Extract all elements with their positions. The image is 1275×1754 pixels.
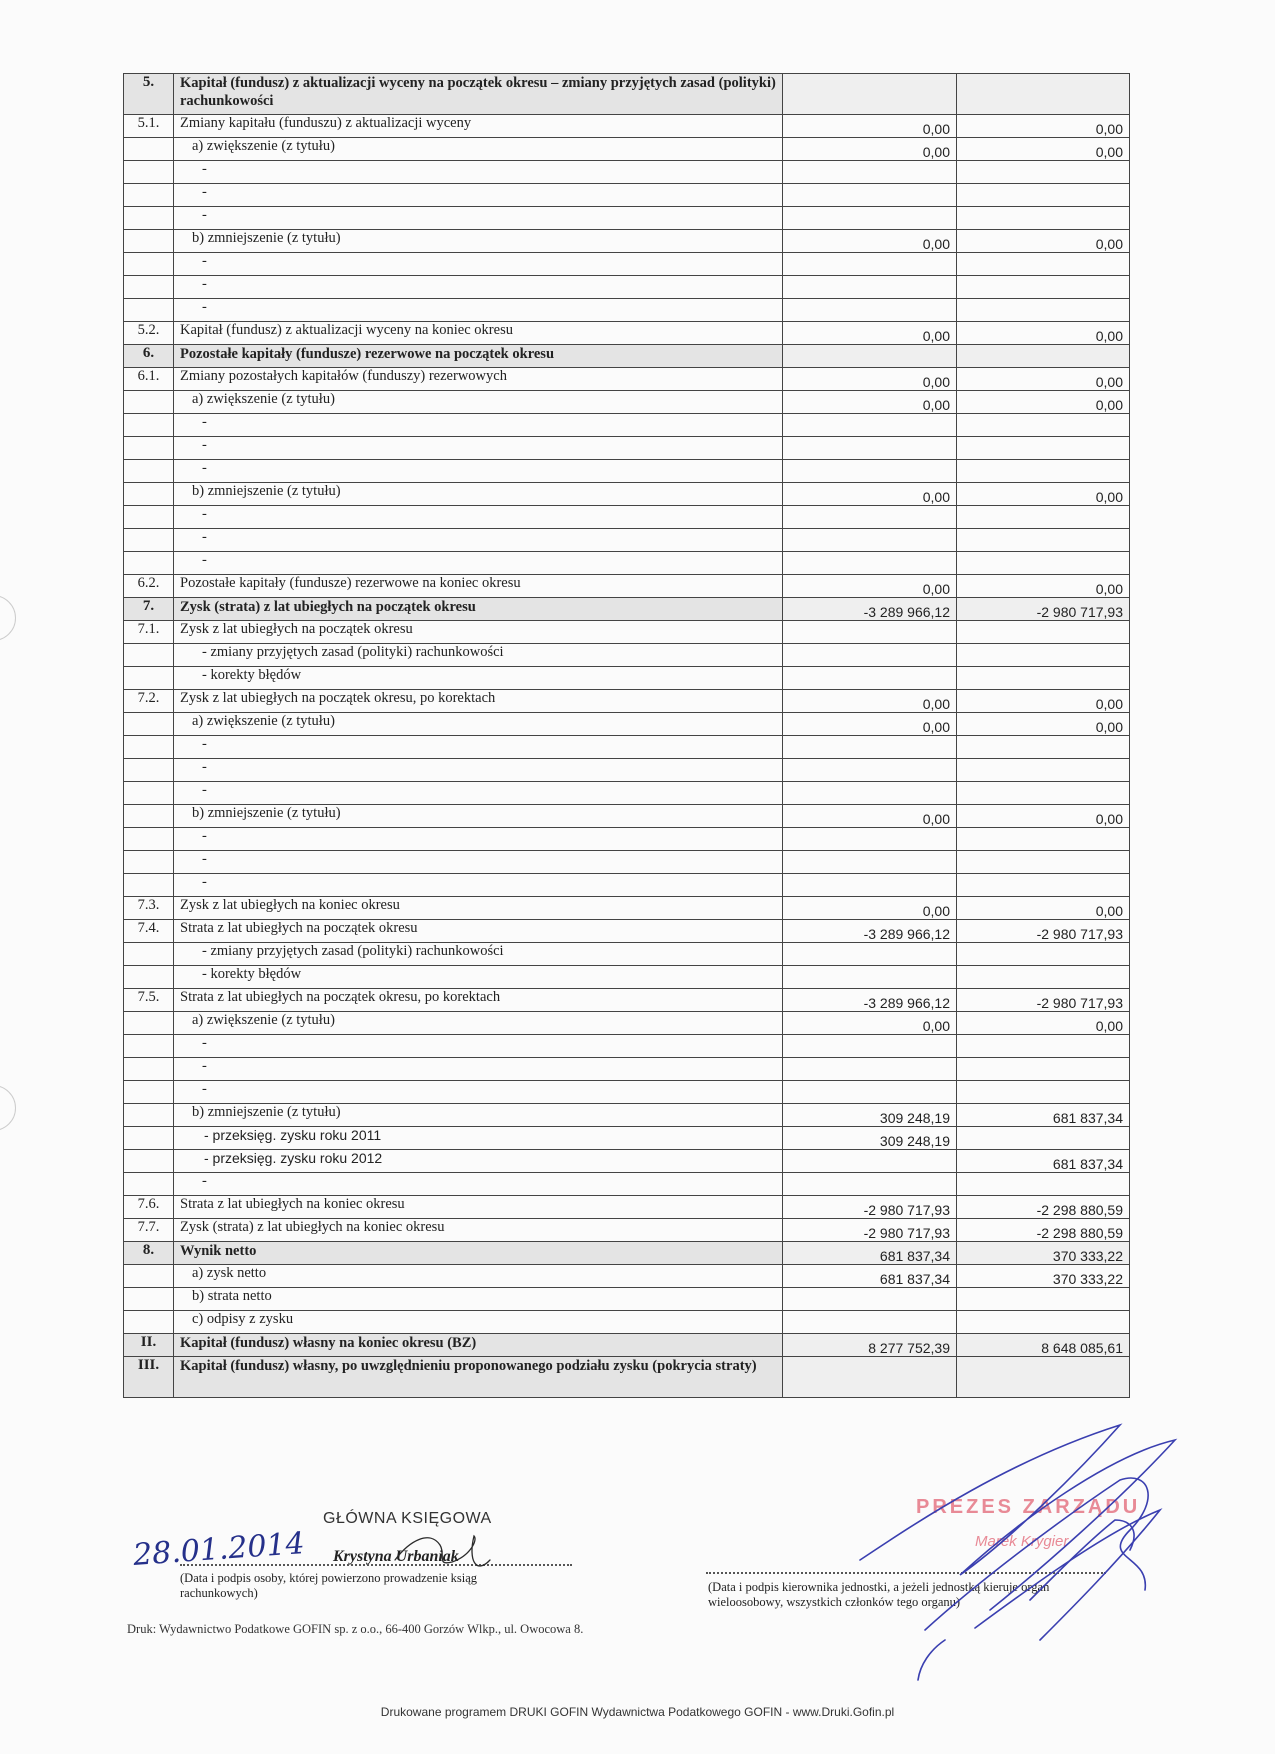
value-current-period [783,1288,957,1311]
value-current-period [783,759,957,782]
row-number [124,805,174,828]
row-number [124,1311,174,1334]
value-current-period [783,161,957,184]
row-number [124,483,174,506]
value-previous-period: 0,00 [957,805,1130,828]
value-current-period [783,621,957,644]
row-label: Kapitał (fundusz) z aktualizacji wyceny na początek okresu – zmiany przyjętych zasad (polityki) rachunkowości [180,75,776,109]
table-row [124,483,1130,506]
row-number: III. [124,1357,174,1398]
table-row [124,874,1130,897]
row-number [124,460,174,483]
value-current-period [783,736,957,759]
table-row [124,1058,1130,1081]
value-previous-period [957,644,1130,667]
value-previous-period: 0,00 [957,1012,1130,1035]
row-label: Zysk (strata) z lat ubiegłych na koniec okresu [180,1219,445,1235]
table-row [124,1012,1130,1035]
table-row [124,1242,1130,1265]
table-row [124,1265,1130,1288]
table-row [124,736,1130,759]
row-label: - [202,736,207,752]
row-label: a) zwiększenie (z tytułu) [192,138,335,154]
value-previous-period [957,782,1130,805]
table-row [124,276,1130,299]
table-row [124,184,1130,207]
table-row [124,299,1130,322]
row-label: - zmiany przyjętych zasad (polityki) rachunkowości [202,644,504,660]
table-row [124,391,1130,414]
table-row [124,598,1130,621]
row-label: - [202,1173,207,1189]
value-current-period [783,943,957,966]
row-label: - przeksięg. zysku roku 2012 [204,1150,383,1166]
row-number [124,966,174,989]
value-previous-period [957,1173,1130,1196]
row-number [124,713,174,736]
row-label: - [202,828,207,844]
row-label: - [202,874,207,890]
row-number [124,782,174,805]
value-previous-period [957,667,1130,690]
value-current-period [783,1150,957,1173]
table-row [124,552,1130,575]
value-current-period [783,1081,957,1104]
table-row [124,690,1130,713]
row-label: Kapitał (fundusz) własny, po uwzględnieniu proponowanego podziału zysku (pokrycia straty) [180,1358,757,1374]
table-row [124,1081,1130,1104]
value-previous-period [957,1311,1130,1334]
table-row [124,759,1130,782]
table-row [124,506,1130,529]
row-label: b) zmniejszenie (z tytułu) [192,230,341,246]
equity-changes-table [123,73,1130,1398]
row-label: - [202,299,207,315]
value-previous-period: 0,00 [957,690,1130,713]
value-previous-period: 0,00 [957,115,1130,138]
value-current-period [783,552,957,575]
printer-note: Druk: Wydawnictwo Podatkowe GOFIN sp. z o.o., 66-400 Gorzów Wlkp., ul. Owocowa 8. [127,1622,584,1636]
row-label: - zmiany przyjętych zasad (polityki) rachunkowości [202,943,504,959]
table-row [124,782,1130,805]
table-row [124,74,1130,115]
table-row [124,575,1130,598]
chief-accountant-title: GŁÓWNA KSIĘGOWA [323,1510,492,1527]
value-current-period: 0,00 [783,322,957,345]
row-label: a) zysk netto [192,1265,267,1281]
row-label: Zysk (strata) z lat ubiegłych na początek okresu [180,599,476,615]
value-current-period [783,506,957,529]
value-previous-period: -2 980 717,93 [957,989,1130,1012]
row-number [124,552,174,575]
row-number: 7.2. [124,690,174,713]
value-previous-period [957,529,1130,552]
row-number [124,1150,174,1173]
table-row [124,1334,1130,1357]
value-previous-period [957,184,1130,207]
row-label: Zmiany kapitału (funduszu) z aktualizacji wyceny [180,115,472,131]
row-label: a) zwiększenie (z tytułu) [192,713,335,729]
row-number: 6. [124,345,174,368]
table-row [124,1196,1130,1219]
row-number [124,1265,174,1288]
value-previous-period [957,460,1130,483]
row-label: - [202,161,207,177]
value-current-period: -3 289 966,12 [783,598,957,621]
value-current-period [783,644,957,667]
value-previous-period: 0,00 [957,897,1130,920]
row-label: Zysk z lat ubiegłych na początek okresu [180,621,413,637]
table-row [124,138,1130,161]
value-current-period: 0,00 [783,805,957,828]
row-number [124,161,174,184]
row-label: Kapitał (fundusz) własny na koniec okresu (BZ) [180,1335,477,1351]
row-number [124,506,174,529]
value-current-period [783,276,957,299]
table-row [124,851,1130,874]
row-number: 7.7. [124,1219,174,1242]
table-row [124,437,1130,460]
value-current-period [783,874,957,897]
table-row [124,897,1130,920]
value-previous-period: 0,00 [957,368,1130,391]
row-number: 6.1. [124,368,174,391]
value-previous-period [957,759,1130,782]
row-number [124,759,174,782]
value-current-period: 0,00 [783,115,957,138]
value-current-period [783,437,957,460]
value-previous-period [957,828,1130,851]
row-label: a) zwiększenie (z tytułu) [192,391,335,407]
value-previous-period [957,506,1130,529]
value-previous-period: 0,00 [957,138,1130,161]
value-previous-period: 0,00 [957,322,1130,345]
value-current-period [783,1173,957,1196]
right-signature-caption: (Data i podpis kierownika jednostki, a jeżeli jednostką kieruje organ wieloosobowy, wszystkich członków tego organu) [708,1580,1050,1609]
row-label: - [202,529,207,545]
value-current-period [783,253,957,276]
row-label: - [202,1035,207,1051]
row-number: 5.2. [124,322,174,345]
value-previous-period [957,874,1130,897]
table-row [124,230,1130,253]
table-row [124,667,1130,690]
punch-hole-mark [0,1085,16,1131]
value-previous-period [957,207,1130,230]
table-row [124,920,1130,943]
value-current-period [783,851,957,874]
row-number: 6.2. [124,575,174,598]
value-current-period [783,828,957,851]
table-row [124,115,1130,138]
row-label: a) zwiększenie (z tytułu) [192,1012,335,1028]
value-current-period [783,299,957,322]
row-number [124,736,174,759]
table-row [124,529,1130,552]
value-previous-period [957,1081,1130,1104]
row-label: b) zmniejszenie (z tytułu) [192,483,341,499]
value-current-period [783,966,957,989]
row-label: - [202,1081,207,1097]
value-current-period [783,345,957,368]
row-label: - przeksięg. zysku roku 2011 [204,1127,382,1143]
row-label: - [202,851,207,867]
value-previous-period: 0,00 [957,575,1130,598]
value-current-period [783,207,957,230]
value-previous-period: 681 837,34 [957,1150,1130,1173]
value-previous-period: 681 837,34 [957,1104,1130,1127]
row-label: - [202,276,207,292]
value-current-period: 0,00 [783,897,957,920]
program-note: Drukowane programem DRUKI GOFIN Wydawnictwa Podatkowego GOFIN - www.Druki.Gofin.pl [380,1705,895,1719]
row-label: Zmiany pozostałych kapitałów (funduszy) rezerwowych [180,368,507,384]
value-current-period [783,667,957,690]
value-previous-period: 0,00 [957,483,1130,506]
value-current-period: -3 289 966,12 [783,989,957,1012]
row-label: - korekty błędów [202,667,302,683]
value-current-period: 681 837,34 [783,1242,957,1265]
row-label: - korekty błędów [202,966,302,982]
row-number [124,207,174,230]
table-row [124,943,1130,966]
row-number [124,1173,174,1196]
value-current-period: 0,00 [783,391,957,414]
value-current-period: 0,00 [783,230,957,253]
row-label: - [202,782,207,798]
row-label: c) odpisy z zysku [192,1311,294,1327]
row-number [124,828,174,851]
table-row [124,1173,1130,1196]
value-current-period [783,1035,957,1058]
table-row [124,1357,1130,1398]
row-label: - [202,506,207,522]
row-label: Kapitał (fundusz) z aktualizacji wyceny na koniec okresu [180,322,513,338]
row-label: Zysk z lat ubiegłych na początek okresu, po korektach [180,690,496,706]
table-row [124,1104,1130,1127]
president-signature-stroke [918,1640,945,1680]
table-row [124,253,1130,276]
row-number: 7.4. [124,920,174,943]
value-current-period: 0,00 [783,575,957,598]
row-number: 7.5. [124,989,174,1012]
value-current-period [783,460,957,483]
value-previous-period: 8 648 085,61 [957,1334,1130,1357]
value-current-period [783,184,957,207]
table-row [124,966,1130,989]
row-label: b) zmniejszenie (z tytułu) [192,1104,341,1120]
value-previous-period [957,345,1130,368]
value-previous-period: 0,00 [957,713,1130,736]
table-row [124,161,1130,184]
row-label: - [202,414,207,430]
value-current-period [783,1311,957,1334]
handwritten-date: 28.01.2014 [131,1526,306,1573]
row-number [124,1012,174,1035]
row-number [124,391,174,414]
row-label: - [202,184,207,200]
value-previous-period: 0,00 [957,391,1130,414]
value-previous-period [957,1127,1130,1150]
table-row [124,621,1130,644]
row-number [124,230,174,253]
row-number [124,1081,174,1104]
table-row [124,460,1130,483]
table-row [124,805,1130,828]
value-current-period: 309 248,19 [783,1127,957,1150]
left-signature-caption: (Data i podpis osoby, której powierzono prowadzenie ksiąg rachunkowych) [180,1571,478,1600]
table-row [124,1127,1130,1150]
row-number [124,138,174,161]
row-number: 5. [124,74,174,115]
value-previous-period: -2 298 880,59 [957,1219,1130,1242]
value-previous-period [957,1357,1130,1398]
value-current-period: 8 277 752,39 [783,1334,957,1357]
row-number: 7.3. [124,897,174,920]
value-current-period: -2 980 717,93 [783,1219,957,1242]
value-current-period: 0,00 [783,1012,957,1035]
row-label: Zysk z lat ubiegłych na koniec okresu [180,897,400,913]
table-row [124,414,1130,437]
row-label: - [202,437,207,453]
row-number [124,184,174,207]
row-number: 7.6. [124,1196,174,1219]
table-row [124,644,1130,667]
value-previous-period: 370 333,22 [957,1265,1130,1288]
president-stamp: PREZES ZARZĄDU [916,1496,1141,1518]
row-number [124,943,174,966]
value-previous-period [957,1058,1130,1081]
table-row [124,1311,1130,1334]
row-label: - [202,1058,207,1074]
row-label: b) zmniejszenie (z tytułu) [192,805,341,821]
row-number [124,276,174,299]
president-name-stamp: Marek Krygier [975,1533,1069,1550]
value-previous-period [957,552,1130,575]
accountant-name-stamp: Krystyna Urbaniak [333,1548,459,1565]
table-row [124,1288,1130,1311]
row-label: Strata z lat ubiegłych na koniec okresu [180,1196,405,1212]
row-label: Strata z lat ubiegłych na początek okresu [180,920,418,936]
row-number [124,1104,174,1127]
row-number [124,851,174,874]
value-current-period [783,1058,957,1081]
value-current-period: 0,00 [783,483,957,506]
table-row [124,322,1130,345]
table-row [124,989,1130,1012]
value-previous-period: 0,00 [957,230,1130,253]
value-current-period [783,529,957,552]
value-current-period [783,74,957,115]
table-row [124,828,1130,851]
table-row [124,1219,1130,1242]
row-label: b) strata netto [192,1288,272,1304]
value-previous-period [957,621,1130,644]
table-row [124,713,1130,736]
row-label: Pozostałe kapitały (fundusze) rezerwowe na początek okresu [180,346,555,362]
value-current-period [783,1357,957,1398]
value-previous-period [957,276,1130,299]
value-previous-period: 370 333,22 [957,1242,1130,1265]
value-current-period: 681 837,34 [783,1265,957,1288]
value-previous-period [957,851,1130,874]
table-row [124,368,1130,391]
value-current-period: 0,00 [783,368,957,391]
row-number: 7.1. [124,621,174,644]
value-previous-period [957,943,1130,966]
row-label: - [202,207,207,223]
value-previous-period [957,437,1130,460]
left-signature-line [180,1564,572,1566]
row-number [124,644,174,667]
value-previous-period: -2 980 717,93 [957,920,1130,943]
value-current-period: 0,00 [783,690,957,713]
row-label: Wynik netto [180,1243,257,1259]
value-previous-period [957,253,1130,276]
value-previous-period [957,414,1130,437]
row-label: - [202,253,207,269]
president-signature-stroke [975,1510,1160,1640]
row-number [124,874,174,897]
row-number [124,414,174,437]
punch-hole-mark [0,595,16,641]
row-label: Strata z lat ubiegłych na początek okresu, po korektach [180,989,501,1005]
table-row [124,345,1130,368]
row-number [124,529,174,552]
value-previous-period [957,1035,1130,1058]
value-previous-period [957,966,1130,989]
row-label: - [202,759,207,775]
row-number: 7. [124,598,174,621]
row-number: 8. [124,1242,174,1265]
table-row [124,1150,1130,1173]
value-current-period [783,414,957,437]
value-previous-period [957,299,1130,322]
row-number [124,1058,174,1081]
row-label: - [202,460,207,476]
value-previous-period [957,74,1130,115]
value-previous-period [957,1288,1130,1311]
value-previous-period: -2 298 880,59 [957,1196,1130,1219]
value-previous-period: -2 980 717,93 [957,598,1130,621]
row-label: Pozostałe kapitały (fundusze) rezerwowe na koniec okresu [180,575,521,591]
row-number: 5.1. [124,115,174,138]
row-label: - [202,552,207,568]
value-previous-period [957,161,1130,184]
row-number [124,1127,174,1150]
row-number [124,667,174,690]
row-number [124,253,174,276]
row-number [124,299,174,322]
right-signature-line [706,1572,1106,1574]
row-number [124,1035,174,1058]
value-current-period: -2 980 717,93 [783,1196,957,1219]
value-current-period: 0,00 [783,138,957,161]
row-number: II. [124,1334,174,1357]
row-number [124,437,174,460]
value-current-period [783,782,957,805]
row-number [124,1288,174,1311]
table-row [124,207,1130,230]
value-previous-period [957,736,1130,759]
value-current-period: -3 289 966,12 [783,920,957,943]
table-row [124,1035,1130,1058]
value-current-period: 309 248,19 [783,1104,957,1127]
value-current-period: 0,00 [783,713,957,736]
